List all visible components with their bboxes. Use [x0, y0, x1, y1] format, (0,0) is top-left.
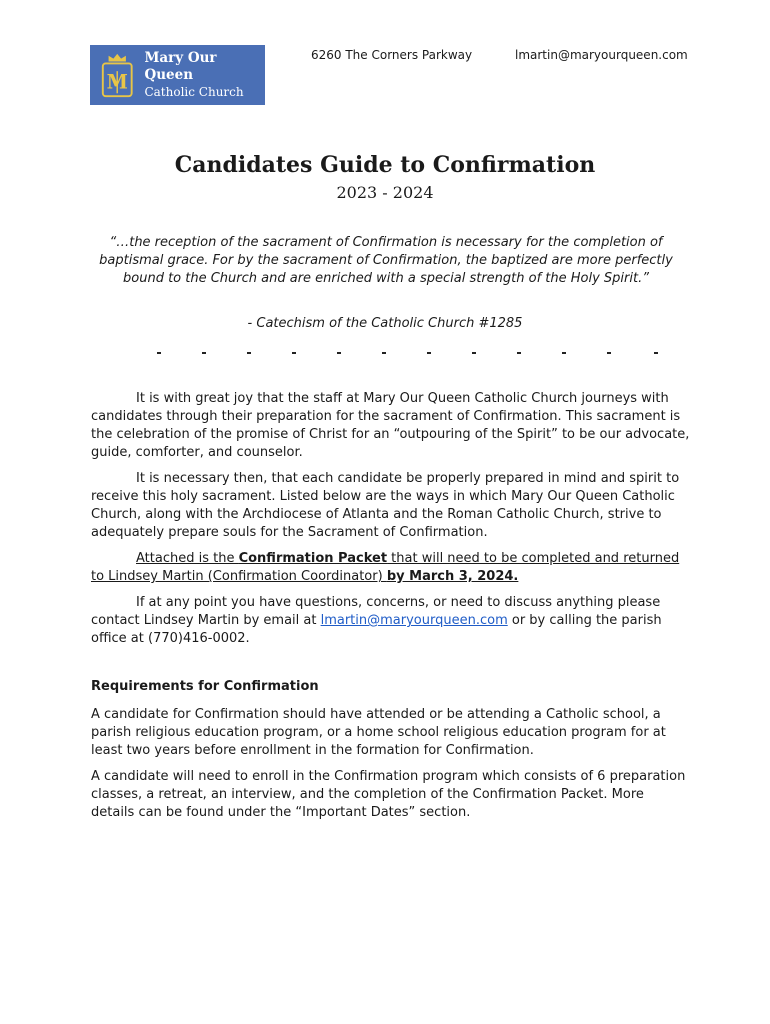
preparation-paragraph: It is necessary then, that each candidate be properly prepared in mind and spirit to receive this holy sacrament. Listed below are the ways in which Mary Our Queen Catholic Church, along with the Archdiocese of Atlanta and the Roman Catholic Church, strive to adequately prepare souls for the Sacrament of Confirmation. — [91, 471, 680, 540]
requirement-1: A candidate for Confirmation should have attended or be attending a Catholic school, a parish religious education program, or a home school religious education program for at least two years before enrollment in the formation for Confirmation. — [91, 707, 666, 758]
document-body — [91, 390, 691, 830]
header-email: lmartin@maryourqueen.com — [515, 48, 688, 62]
packet-paragraph — [91, 550, 691, 586]
section-divider — [157, 352, 667, 355]
page-year: 2023 - 2024 — [336, 183, 434, 202]
contact-text-1: If at any point you have questions, concerns, or need to discuss anything please contact Lindsey Martin by email at — [91, 595, 661, 628]
intro-paragraph: It is with great joy that the staff at Mary Our Queen Catholic Church journeys with candidates through their preparation for the sacrament of Confirmation. This sacrament is the celebration of the promise of Christ for an “outpouring of the Spirit” to be our advocate, guide, comforter, and counselor. — [91, 391, 690, 460]
header-address: 6260 The Corners Parkway — [311, 48, 473, 62]
packet-text-2: that will need to be completed and returned to Lindsey Martin (Confirmation Coordinator) — [91, 551, 680, 584]
requirements-heading: Requirements for Confirmation — [91, 679, 319, 694]
logo-subtitle: Catholic Church — [144, 84, 244, 99]
svg-text:M: M — [106, 70, 128, 94]
catechism-quote: “…the reception of the sacrament of Confirmation is necessary for the completion of baptismal grace. For by the sacrament of Confirmation, the baptized are more perfectly bound to the Church and are enriched with a special strength of the Holy Spirit.” — [99, 235, 673, 286]
requirement-2: A candidate will need to enroll in the Confirmation program which consists of 6 preparation classes, a retreat, an interview, and the completion of the Confirmation Packet. More details can be found under the “Important Dates” section. — [91, 769, 686, 820]
contact-text-2: or by calling the parish office at (770)416-0002. — [91, 613, 662, 646]
church-logo — [90, 45, 265, 105]
logo-name: Mary Our Queen — [144, 49, 217, 83]
quote-citation: - Catechism of the Catholic Church #1285 — [247, 316, 523, 331]
page-title: Candidates Guide to Confirmation — [174, 152, 596, 178]
church-emblem-icon — [98, 49, 136, 101]
packet-text-1: Attached is the — [136, 551, 239, 566]
contact-paragraph — [91, 594, 691, 648]
packet-deadline: by March 3, 2024. — [386, 569, 519, 584]
contact-email-link[interactable]: lmartin@maryourqueen.com — [320, 613, 508, 628]
logo-text — [144, 50, 265, 101]
packet-name: Confirmation Packet — [238, 551, 388, 566]
